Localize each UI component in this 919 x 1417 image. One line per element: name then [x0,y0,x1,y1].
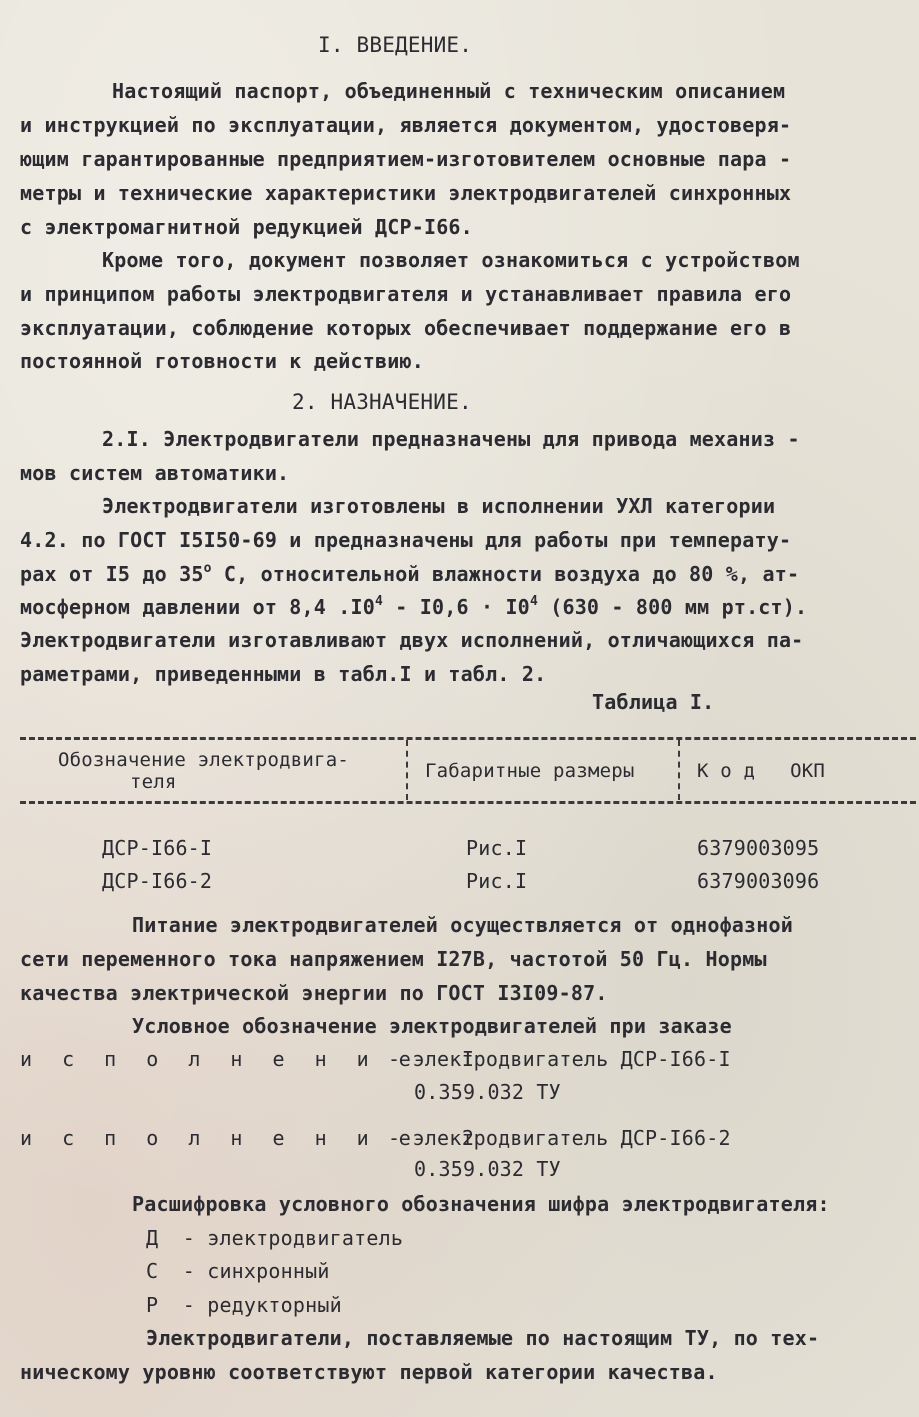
text-line: и инструкцией по эксплуатации, является документом, удостоверя- [20,113,792,137]
table-header-designation-cont: теля [130,771,177,793]
variant-2-designation: - электродвигатель ДСР-I66-2 [388,1126,731,1150]
text-line: раметрами, приведенными в табл.I и табл. 2. [20,662,547,686]
variant-1-designation: - электродвигатель ДСР-I66-I [388,1047,731,1071]
text-line: Настоящий паспорт, объединенный с техническим описанием [112,79,786,103]
decode-item: С - синхронный [146,1259,330,1283]
decode-intro: Расшифровка условного обозначения шифра электродвигателя: [132,1192,830,1216]
table-header-dimensions: Габаритные размеры [425,760,635,782]
text-line: мов систем автоматики. [20,461,290,485]
text-line: ющим гарантированные предприятием-изготовителем основные пара - [20,147,792,171]
table-header-code: К о д ОКП [697,760,826,782]
text-line: с электромагнитной редукцией ДСР-I66. [20,215,473,239]
table-cell-code: 6379003096 [697,869,820,893]
variant-2-label: и с п о л н е н и е 2 [20,1126,483,1150]
text-line: Электродвигатели, поставляемые по настоящим ТУ, по тех- [146,1326,820,1350]
text-line: метры и технические характеристики электродвигателей синхронных [20,181,792,205]
table-cell-size: Рис.I [466,836,528,860]
text-line: 2.I. Электродвигатели предназначены для привода механиз - [102,427,800,451]
text-line: постоянной готовности к действию. [20,349,424,373]
text-line-pressure: мосферном давлении от 8,4 $.I0^4 - I0,6 \cdot I0^4$ (630 - 800 мм рт.ст). [20,594,808,619]
text-line: Питание электродвигателей осуществляется от однофазной [132,913,794,937]
text-line: 4.2. по ГОСТ I5I50-69 и предназначены для работы при температу- [20,528,792,552]
section-2-heading: 2. НАЗНАЧЕНИЕ. [292,390,472,414]
table-header-designation: Обозначение электродвига- [58,749,349,771]
text-line: сети переменного тока напряжением I27В, частотой 50 Гц. Нормы [20,947,767,971]
variant-1-spec: 0.359.032 ТУ [414,1080,561,1104]
text-line: Электродвигатели изготавливают двух исполнений, отличающихся па- [20,628,804,652]
text-line: ническому уровню соответствуют первой категории качества. [20,1360,718,1384]
table-cell-size: Рис.I [466,869,528,893]
table-cell-name: ДСР-I66-2 [102,869,213,893]
table-cell-name: ДСР-I66-I [102,836,213,860]
table-header-rule [20,801,916,804]
text-line: эксплуатации, соблюдение которых обеспечивает поддержание его в [20,316,792,340]
section-1-heading: I. ВВЕДЕНИЕ. [318,33,473,57]
text-line-temperature: рах от I5 до $35^о$ С, относительной влажности воздуха до 80 %, ат- [20,561,800,586]
table-column-divider [406,740,408,800]
table-column-divider [678,740,680,800]
variant-1-label: и с п о л н е н и е I [20,1047,483,1071]
table-caption: Таблица I. [592,690,715,714]
variant-2-spec: 0.359.032 ТУ [414,1157,561,1181]
table-top-rule [20,737,916,740]
text-line: Электродвигатели изготовлены в исполнении УХЛ категории [102,494,776,518]
text-line: Кроме того, документ позволяет ознакомиться с устройством [102,248,800,272]
decode-item: Д - электродвигатель [146,1226,404,1250]
decode-item: Р - редукторный [146,1293,342,1317]
text-line: качества электрической энергии по ГОСТ I3I09-87. [20,981,608,1005]
text-line: Условное обозначение электродвигателей при заказе [132,1014,732,1038]
table-cell-code: 6379003095 [697,836,820,860]
text-line: и принципом работы электродвигателя и устанавливает правила его [20,282,792,306]
